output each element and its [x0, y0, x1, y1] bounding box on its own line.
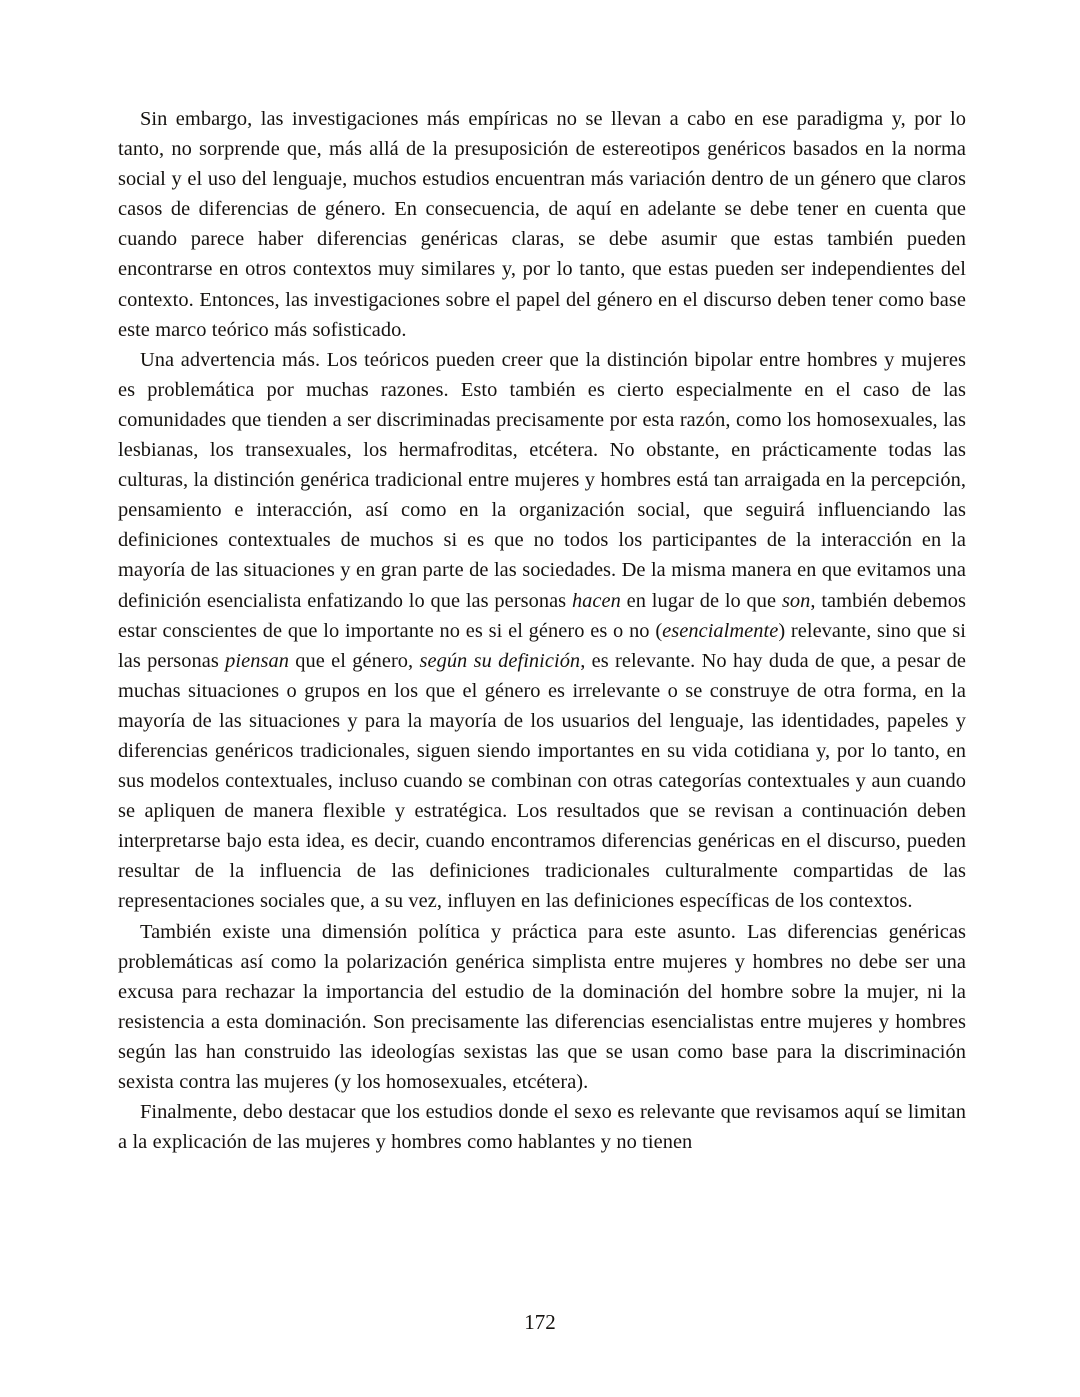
paragraph-3 — [118, 917, 966, 1098]
emphasis-run: hacen — [571, 589, 621, 612]
text-run: , es relevante. No hay duda de que, a pesar de muchas situaciones o grupos en los que el género es irrelevante o se construye de otra forma, en la mayoría de las situaciones y para la mayoría de los usuarios del lenguaje, las identidades, papeles y diferencias genéricos tradicionales, siguen siendo importantes en su vida cotidiana y, por lo tanto, en sus modelos contextuales, incluso cuando se combinan con otras categorías contextuales y aun cuando se apliquen de manera flexible y estratégica. Los resultados que se revisan a continuación deben interpretarse bajo esta idea, es decir, cuando encontramos diferencias genéricas en el discurso, pueden resultar de la influencia de las definiciones tradicionales culturalmente compartidas de las representaciones sociales que, a su vez, influyen en las definiciones específicas de los contextos. — [118, 649, 966, 913]
text-run: que el género, — [288, 649, 420, 672]
text-run: , también debemos estar conscientes de que lo importante no es si el género es o no ( — [118, 589, 966, 642]
emphasis-run: según su definición — [419, 649, 581, 672]
text-run: Una advertencia más. Los teóricos pueden creer que la distinción bipolar entre hombres y mujeres es problemática por muchas razones. Esto también es cierto especialmente en el caso de las comunidades que tienden a ser discriminadas precisamente por esta razón, como los homosexuales, las lesbianas, los transexuales, los hermafroditas, etcétera. No obstante, en prácticamente todas las culturas, la distinción genérica tradicional entre mujeres y hombres está tan arraigada en la percepción, pensamiento e interacción, así como en la organización social, que seguirá influenciando las definiciones contextuales de muchos si es que no todos los participantes de la interacción en la mayoría de las situaciones y en gran parte de las sociedades. De la misma manera en que evitamos una definición esencialista enfatizando lo que las personas — [118, 348, 966, 612]
text-run: Finalmente, debo destacar que los estudios donde el sexo es relevante que revisamos aquí se limitan a la explicación de las mujeres y hombres como hablantes y no tienen — [118, 1101, 966, 1154]
text-run: Sin embargo, las investigaciones más empíricas no se llevan a cabo en ese paradigma y, por lo tanto, no sorprende que, más allá de la presuposición de estereotipos genéricos basados en la norma social y el uso del lenguaje, muchos estudios encuentran más variación dentro de un género que claros casos de diferencias de género. En consecuencia, de aquí en adelante se debe tener en cuenta que cuando parece haber diferencias genéricas claras, se debe asumir que estas también pueden encontrarse en otros contextos muy similares y, por lo tanto, que estas pueden ser independientes del contexto. Entonces, las investigaciones sobre el papel del género en el discurso deben tener como base este marco teórico más sofisticado. — [118, 108, 966, 341]
paragraph-4 — [118, 1097, 966, 1157]
paragraph-1 — [118, 104, 966, 345]
page-number: 172 — [524, 1310, 556, 1334]
emphasis-run: esencialmente — [662, 619, 779, 642]
paragraph-2 — [118, 345, 966, 917]
body-text-column — [118, 104, 966, 1157]
emphasis-run: piensan — [225, 649, 289, 672]
text-run: También existe una dimensión política y práctica para este asunto. Las diferencias genéricas problemáticas así como la polarización genérica simplista entre mujeres y hombres no debe ser una excusa para rechazar la importancia del estudio de la dominación del hombre sobre la mujer, ni la resistencia a esta dominación. Son precisamente las diferencias esencialistas entre mujeres y hombres según las han construido las ideologías sexistas las que se usan como base para la discriminación sexista contra las mujeres (y los homosexuales, etcétera). — [118, 920, 966, 1093]
text-run: ) relevante, sino que si las personas — [118, 619, 966, 672]
emphasis-run: son — [781, 589, 811, 612]
text-run: en lugar de lo que — [620, 589, 782, 612]
